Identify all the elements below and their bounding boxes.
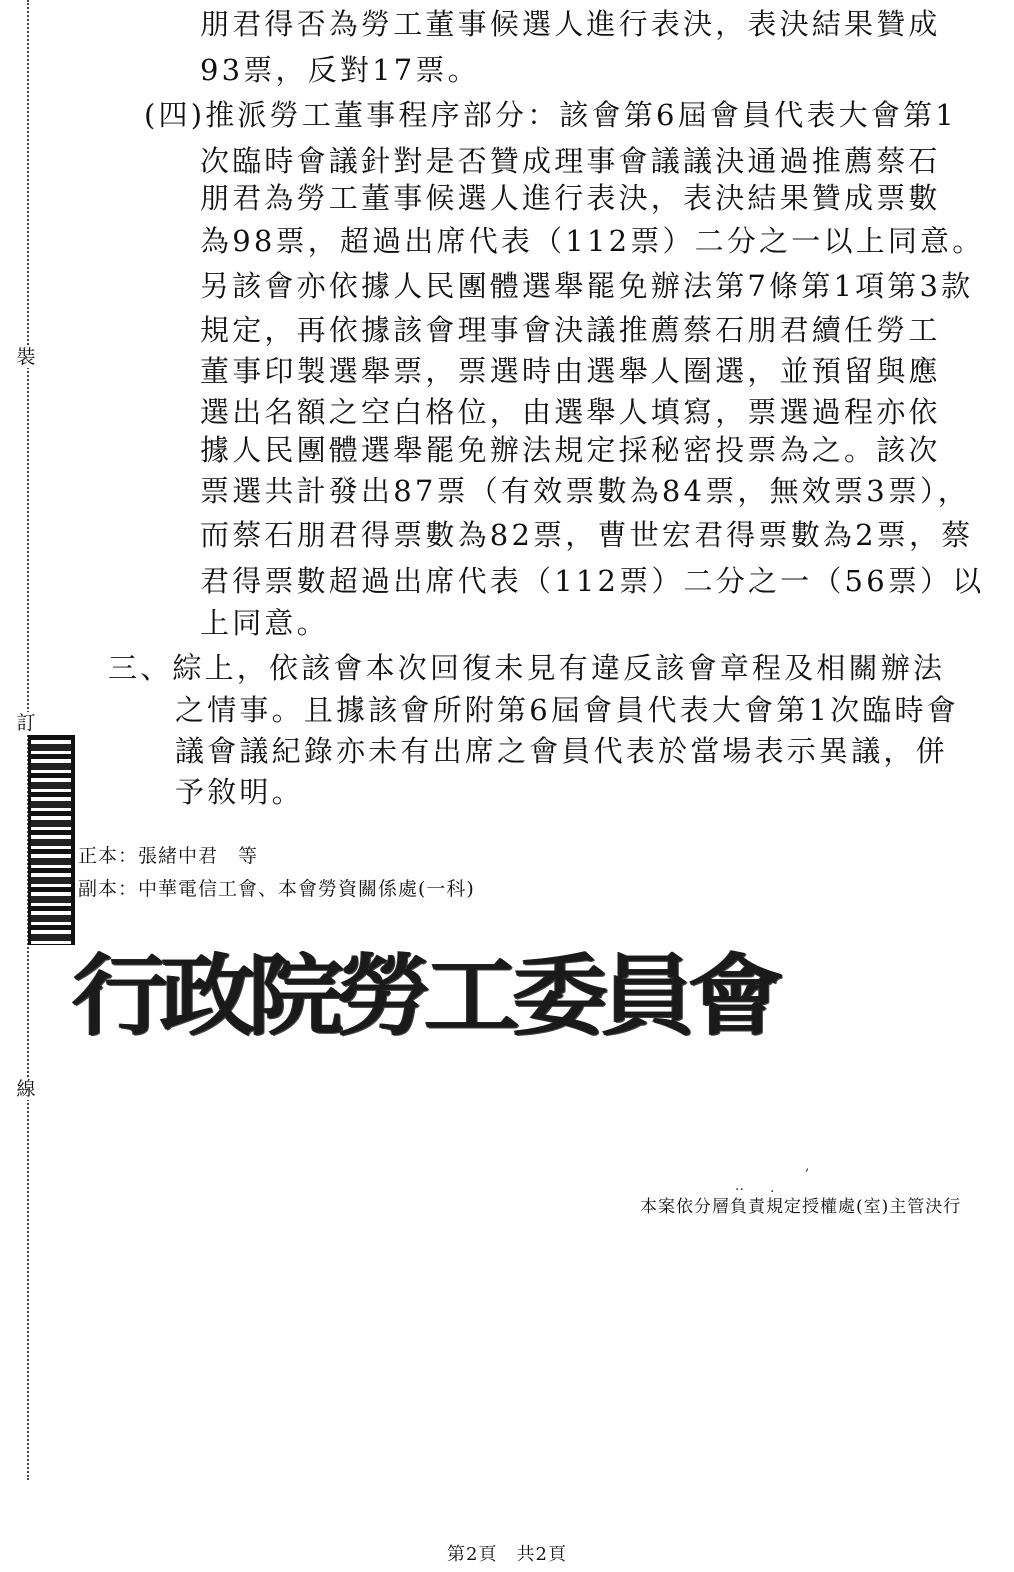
text-line: 予敘明。: [175, 775, 304, 809]
official-seal-signature: 行政院勞工委員會: [72, 943, 776, 1048]
text-line: 董事印製選舉票，票選時由選舉人圈選，並預留與應: [200, 354, 941, 388]
text-line: 據人民團體選舉罷免辦法規定採秘密投票為之。該次: [200, 433, 941, 467]
text-line: 三、綜上，依該會本次回復未見有違反該會章程及相關辦法: [108, 651, 946, 685]
text-line: 規定，再依據該會理事會決議推薦蔡石朋君續任勞工: [200, 313, 941, 347]
text-line: 票選共計發出87票（有效票數為84票，無效票3票），: [200, 474, 970, 508]
text-line: 之情事。且據該會所附第6屆會員代表大會第1次臨時會: [175, 693, 959, 727]
binding-label-bottom: 線: [6, 1078, 46, 1100]
text-line: 為98票，超過出席代表（112票）二分之一以上同意。: [200, 224, 985, 258]
binding-label-top: 裝: [6, 346, 46, 368]
text-line: 另該會亦依據人民團體選舉罷免辦法第7條第1項第3款: [200, 269, 974, 303]
scan-speck: .: [770, 1180, 775, 1196]
text-line: 93票，反對17票。: [200, 53, 480, 87]
text-line: 選出名額之空白格位，由選舉人填寫，票選過程亦依: [200, 395, 941, 429]
text-line: (四)推派勞工董事程序部分：該會第6屆會員代表大會第1: [144, 98, 957, 132]
scan-speck: ,: [805, 1158, 810, 1174]
scan-speck: ..: [735, 1178, 744, 1194]
text-line: 朋君得否為勞工董事候選人進行表決，表決結果贊成: [200, 7, 941, 41]
text-line: 君得票數超過出席代表（112票）二分之一（56票）以: [200, 564, 985, 598]
text-line: 次臨時會議針對是否贊成理事會議議決通過推薦蔡石: [200, 144, 941, 178]
recipient-copy: 副本：中華電信工會、本會勞資關係處(一科): [78, 878, 475, 900]
text-line: 議會議紀錄亦未有出席之會員代表於當場表示異議，併: [175, 734, 948, 768]
perforation-stamp-strip: [28, 735, 75, 945]
text-line: 而蔡石朋君得票數為82票，曹世宏君得票數為2票，蔡: [200, 518, 974, 552]
page-number: 第2頁 共2頁: [447, 1544, 567, 1565]
binding-label-middle: 訂: [6, 712, 46, 734]
authorization-note: 本案依分層負責規定授權處(室)主管決行: [640, 1197, 962, 1217]
recipient-original: 正本：張緒中君 等: [78, 845, 259, 867]
text-line: 上同意。: [200, 606, 329, 640]
text-line: 朋君為勞工董事候選人進行表決，表決結果贊成票數: [200, 181, 941, 215]
